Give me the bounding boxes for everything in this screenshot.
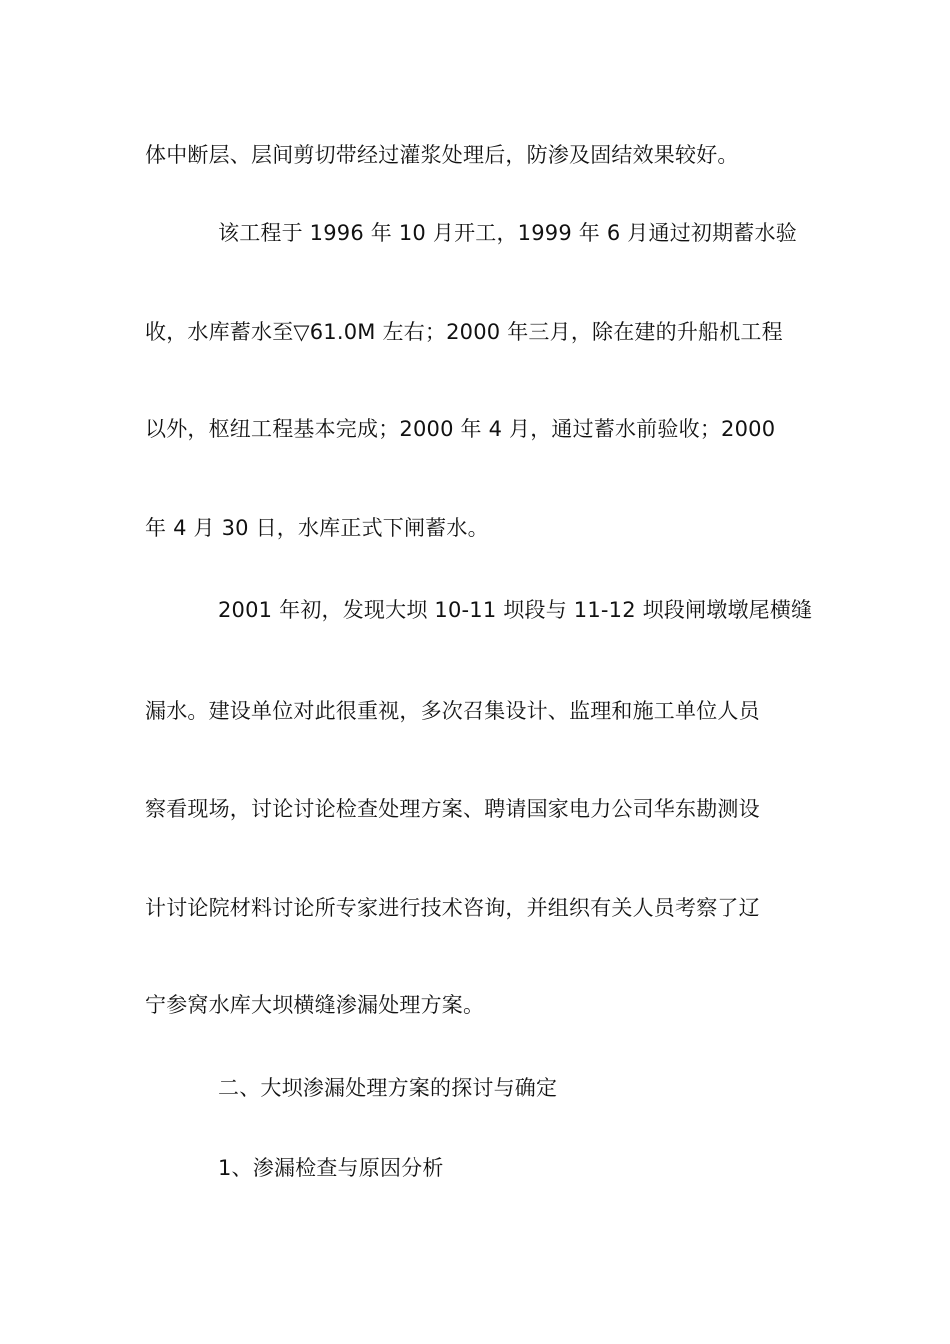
paragraph-line-8: 察看现场，讨论讨论检查处理方案、聘请国家电力公司华东勘测设: [145, 797, 760, 821]
paragraph-line-10: 宁参窝水库大坝横缝渗漏处理方案。: [145, 993, 485, 1017]
subsection-heading: 1、渗漏检查与原因分析: [218, 1156, 444, 1180]
paragraph-line-5: 年 4 月 30 日，水库正式下闸蓄水。: [145, 516, 489, 540]
paragraph-line-6: 2001 年初，发现大坝 10-11 坝段与 11-12 坝段闸墩墩尾横缝: [218, 598, 813, 622]
paragraph-line-7: 漏水。建设单位对此很重视，多次召集设计、监理和施工单位人员: [145, 699, 760, 723]
paragraph-line-3: 收，水库蓄水至▽61.0M 左右；2000 年三月，除在建的升船机工程: [145, 320, 783, 344]
section-heading: 二、大坝渗漏处理方案的探讨与确定: [218, 1076, 558, 1100]
paragraph-line-9: 计讨论院材料讨论所专家进行技术咨询，并组织有关人员考察了辽: [145, 896, 760, 920]
paragraph-line-4: 以外，枢纽工程基本完成；2000 年 4 月，通过蓄水前验收；2000: [145, 417, 776, 441]
paragraph-line-2: 该工程于 1996 年 10 月开工，1999 年 6 月通过初期蓄水验: [218, 221, 797, 245]
paragraph-line-1: 体中断层、层间剪切带经过灌浆处理后，防渗及固结效果较好。: [145, 143, 739, 167]
